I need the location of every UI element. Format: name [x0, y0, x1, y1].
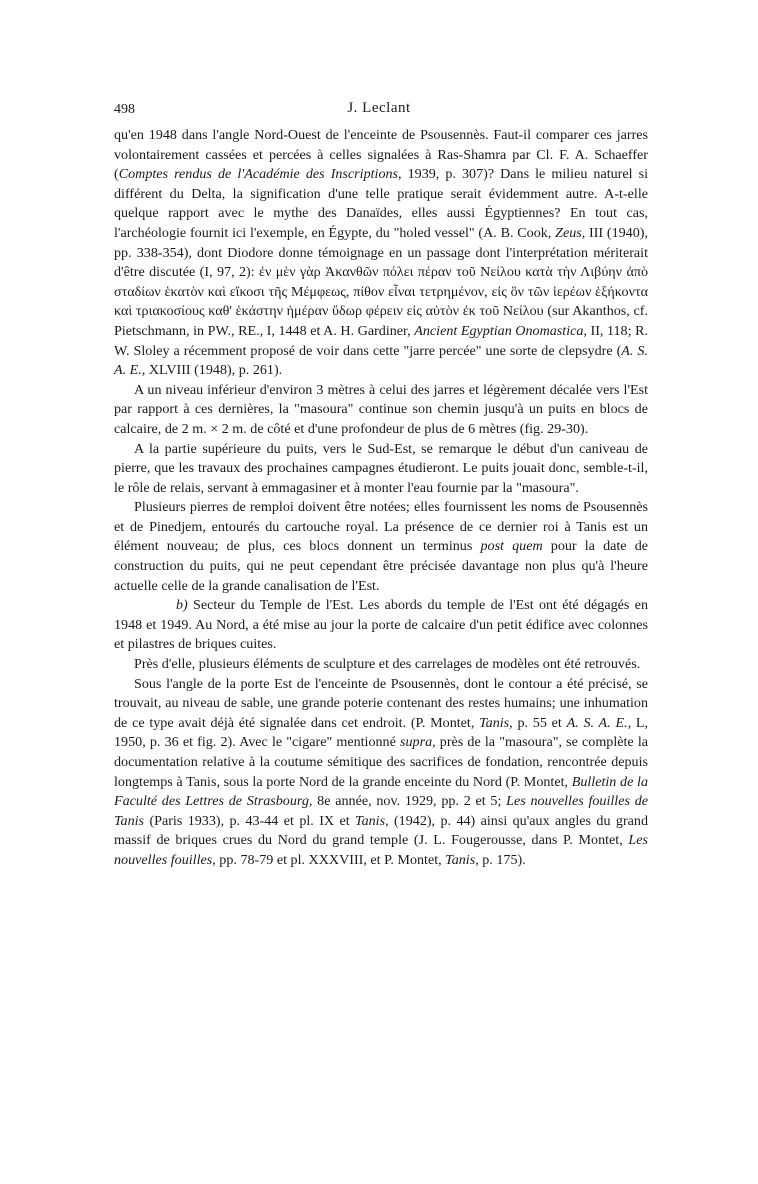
text-run: III (1940), pp. 338-354), dont Diodore donne témoignage en un passage dont l'interprétation mériterait d'être discutée (I, 97, 2): ἐν μὲν γὰρ Ἀκανθῶν πόλει πέραν τοῦ Νείλου κατὰ τὴν Λιβύην ἀπὸ σταδίων ἑκατὸν καὶ εἴκοσι τῆς Μέμφεως, πίθον εἶναι τετρημένον, εἰς ὃν τῶν ἱερέων ἑξήκοντα καὶ τριακοσίους καθ' ἑκάστην ἡμέραν ὕδωρ φέρειν εἰς αὐτὸν ἐκ τοῦ Νείλου (sur Akanthos, cf. Pietschmann, in PW., RE., I, 1448 et A. H. Gardiner,: [114, 224, 648, 339]
text-run: A la partie supérieure du puits, vers le Sud-Est, se remarque le début d'un caniveau de pierre, que les travaux des prochaines campagnes étudieront. Le puits jouait donc, semble-t-il, le rôle de relais, servant à emmagasiner et à monter l'eau fournie par la "masoura".: [114, 440, 648, 496]
paragraph: [114, 596, 648, 655]
italic-run: A. S. A. E.,: [114, 342, 648, 379]
text-run: Secteur du Temple de l'Est. Les abords du temple de l'Est ont été dégagés en 1948 et 1949. Au Nord, a été mise au jour la porte de calcaire d'un petit édifice avec colonnes et pilastres de briques cuites.: [114, 597, 648, 653]
text-run: 1939, p. 307)? Dans le milieu naturel si différent du Delta, la signification d'une telle pratique serait évidemment autre. A-t-elle quelque rapport avec le mythe des Danaïdes, elles aussi Égyptiennes? En tout cas, l'archéologie fournit ici l'exemple, en Égypte, du "holed vessel" (A. B. Cook,: [114, 166, 648, 241]
text-run: XLVIII (1948), p. 261).: [145, 362, 283, 379]
page-header: [112, 100, 646, 122]
running-head: J. Leclant: [347, 100, 411, 116]
paragraph: [114, 126, 648, 381]
paragraph: [114, 675, 648, 871]
text-run: L, 1950, p. 36 et fig. 2). Avec le "cigare" mentionné: [114, 714, 649, 751]
text-run: p. 55 et: [512, 714, 567, 731]
paragraph: [114, 381, 648, 440]
italic-run: Les nouvelles fouilles,: [114, 832, 648, 868]
text-run: qu'en 1948 dans l'angle Nord-Ouest de l'enceinte de Psousennès. Faut-il comparer ces jarres volontairement cassées et percées à celles signalées à Ras-Shamra par Cl. F. A. Schaeffer (: [114, 127, 648, 183]
text-run: pour la date de construction du puits, qui ne peut cependant être précisée davantage non plus qu'à l'heure actuelle celle de la grande canalisation de l'Est.: [114, 538, 649, 594]
text-run: (Paris 1933), p. 43-44 et pl. IX et: [144, 812, 356, 829]
text-run: A un niveau inférieur d'environ 3 mètres à celui des jarres et légèrement décalée vers l'Est par rapport à ces dernières, la "masoura" continue son chemin jusqu'à un puits en blocs de calcaire, de 2 m. × 2 m. de côté et d'une profondeur de plus de 6 mètres (fig. 29-30).: [114, 381, 648, 437]
italic-run: Ancient Egyptian Onomastica,: [414, 322, 587, 339]
italic-run: Comptes rendus de l'Académie des Inscriptions,: [118, 166, 402, 183]
text-run: Près d'elle, plusieurs éléments de sculpture et des carrelages de modèles ont été retrouvés.: [134, 656, 641, 673]
italic-run: b): [176, 597, 188, 614]
italic-run: Tanis,: [445, 851, 479, 868]
paragraph: [114, 440, 648, 499]
text-run: Sous l'angle de la porte Est de l'enceinte de Psousennès, dont le contour a été précisé, se trouvait, au niveau de sable, une grande poterie contenant des restes humains; une inhumation de ce type avait déjà été signalée dans cet endroit. (P. Montet,: [114, 675, 648, 731]
italic-run: supra,: [400, 734, 436, 751]
italic-run: A. S. A. E.,: [566, 714, 632, 731]
page-number: 498: [114, 102, 135, 117]
text-run: p. 175).: [478, 851, 526, 868]
text-run: près de la "masoura", se complète la documentation relative à la coutume sémitique des sacrifices de fondation, rencontrée depuis longtemps à Tanis, sous la porte Nord de la grande enceinte du Nord (P. Montet,: [114, 734, 648, 790]
text-run: (1942), p. 44) ainsi qu'aux angles du grand massif de briques crues du Nord du grand temple (J. L. Fougerousse, dans P. Montet,: [114, 812, 648, 849]
italic-run: Tanis,: [479, 714, 513, 731]
text-run: pp. 78-79 et pl. XXXVIII, et P. Montet,: [215, 851, 446, 868]
italic-run: Les nouvelles fouilles de Tanis: [114, 793, 648, 829]
italic-run: Zeus,: [555, 224, 586, 241]
body-text: [114, 126, 648, 871]
paragraph: [114, 498, 648, 596]
italic-run: Tanis,: [355, 812, 389, 829]
paragraph: [114, 655, 648, 675]
text-run: Plusieurs pierres de remploi doivent être notées; elles fournissent les noms de Psousennès et de Pinedjem, entourés du cartouche royal. La présence de ce dernier roi à Tanis est un élément nouveau; de plus, ces blocs donnent un terminus: [114, 499, 648, 555]
text-run: 8e année, nov. 1929, pp. 2 et 5;: [312, 793, 507, 810]
italic-run: post quem: [480, 538, 543, 555]
text-run: II, 118; R. W. Sloley a récemment proposé de voir dans cette "jarre percée" une sorte de clepsydre (: [114, 322, 648, 359]
italic-run: Bulletin de la Faculté des Lettres de Strasbourg,: [114, 773, 648, 810]
